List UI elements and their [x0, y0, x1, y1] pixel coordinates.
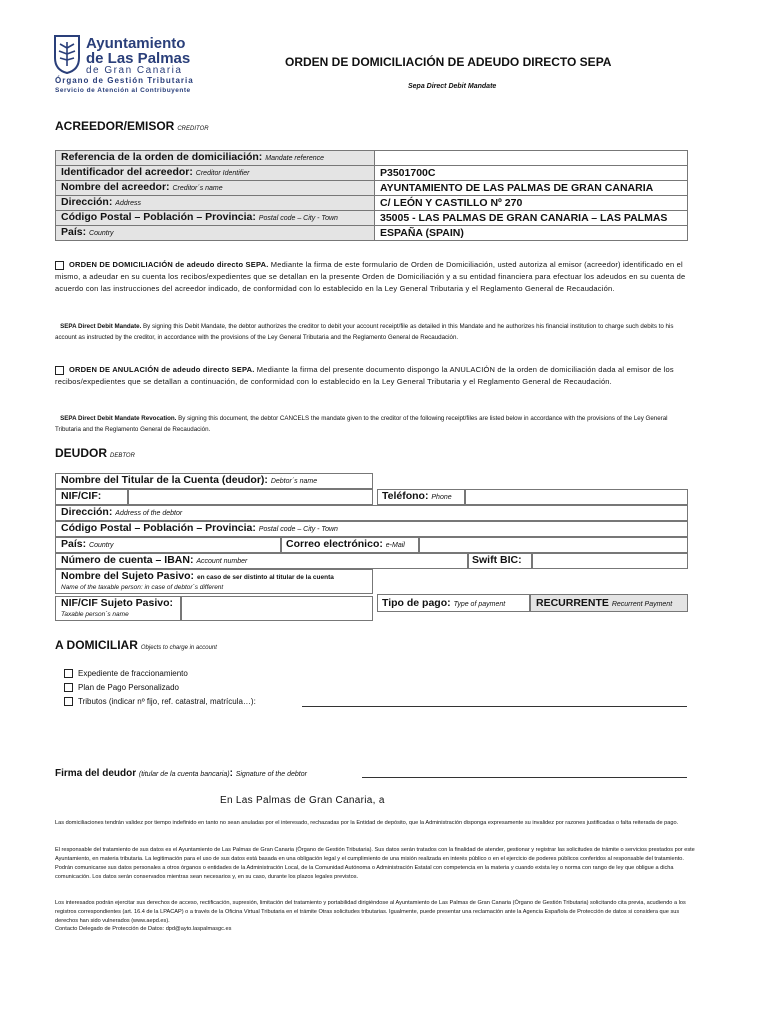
creditor-heading: [55, 119, 209, 133]
country-text: País:: [61, 538, 87, 550]
plan-pago-label: Plan de Pago Personalizado: [78, 683, 179, 692]
tributos-checkbox[interactable]: [64, 697, 73, 706]
brand-line-1: Ayuntamiento: [86, 35, 186, 52]
revocation-checkbox[interactable]: [55, 366, 64, 375]
signature-note: (titular de la cuenta bancaria): [138, 771, 230, 778]
taxable-nif-en: Taxable person´s name: [61, 611, 129, 618]
country-en: Country: [89, 542, 114, 549]
creditor-label-text: Nombre del acreedor:: [61, 181, 170, 193]
phone-input[interactable]: [465, 489, 688, 505]
iban-en: Account number: [196, 558, 248, 565]
address-text: Dirección:: [61, 506, 113, 518]
taxable-nif-input[interactable]: [181, 596, 373, 621]
mandate-en-title: SEPA Direct Debit Mandate.: [60, 323, 142, 330]
footer-dpo-contact: Contacto Delegado de Protección de Datos: dpd@ayto.laspalmasgc.es: [55, 926, 232, 932]
creditor-row-value: C/ LEÓN Y CASTILLO Nº 270: [375, 196, 688, 211]
payment-type-label: [382, 597, 505, 609]
creditor-label-text: Código Postal – Población – Provincia:: [61, 211, 256, 223]
creditor-row-value: [375, 151, 688, 166]
recurrent-label: [536, 597, 672, 609]
address-en: Address of the debtor: [115, 510, 183, 517]
brand-line-3: de Gran Canaria: [86, 65, 183, 76]
postal-text: Código Postal – Población – Provincia:: [61, 522, 256, 534]
item-fraccionamiento: [64, 669, 188, 678]
creditor-label-text: Identificador del acreedor:: [61, 166, 193, 178]
creditor-label-en: Postal code – City - Town: [258, 215, 338, 222]
revocation-text: Mediante la firma del presente documento dispongo la ANULACIÓN de la orden de domiciliación dada al emisor de los recibos/expedientes que se detallan a continuación, de conformidad con lo establecido en la Ley General Tributaria y el Reglamento General de Recaudación.: [55, 365, 674, 386]
payment-type-text: Tipo de pago:: [382, 597, 451, 609]
signature-line[interactable]: [362, 777, 687, 778]
revocation-en-title: SEPA Direct Debit Mandate Revocation.: [60, 415, 177, 422]
mandate-paragraph: [55, 259, 690, 295]
taxable-text: Nombre del Sujeto Pasivo:: [61, 570, 195, 582]
creditor-label-text: Dirección:: [61, 196, 113, 208]
payment-type-en: Type of payment: [453, 601, 506, 608]
domiciliar-heading-text: A DOMICILIAR: [55, 638, 138, 652]
domiciliar-heading-en: Objects to charge in account: [140, 645, 217, 651]
debtor-heading-en: DEBTOR: [110, 453, 135, 459]
recurrent-text: RECURRENTE: [536, 597, 609, 609]
signature-en: Signature of the debtor: [235, 771, 307, 778]
creditor-row: [56, 211, 688, 226]
swift-input[interactable]: [532, 553, 688, 569]
phone-en: Phone: [431, 494, 452, 501]
creditor-row: [56, 196, 688, 211]
creditor-row-label: [56, 151, 375, 166]
creditor-label-en: Mandate reference: [265, 155, 324, 162]
org-line: Órgano de Gestión Tributaria: [55, 76, 194, 85]
email-text: Correo electrónico:: [286, 538, 383, 550]
postal-label: [61, 522, 338, 534]
creditor-row-label: [56, 196, 375, 211]
creditor-label-en: Address: [115, 200, 141, 207]
country-label: [61, 538, 114, 550]
debtor-heading: [55, 446, 135, 460]
phone-label: [382, 490, 452, 502]
mandate-en-text: By signing this Debit Mandate, the debtor authorizes the creditor to debit your account receipt/file as detailed in this Mandate and he authorizes his financial institution to charge such debits to his account as instructed by the creditor, in accordance with the provisions of the Ley General Tributaria and the Reglamento General de Recaudación.: [55, 323, 674, 341]
nif-input[interactable]: [128, 489, 373, 505]
creditor-row-label: [56, 211, 375, 226]
page-title: ORDEN DE DOMICILIACIÓN DE ADEUDO DIRECTO SEPA: [285, 55, 612, 69]
creditor-heading-en: CREDITOR: [177, 126, 209, 132]
swift-label: Swift BIC:: [472, 554, 522, 566]
creditor-label-text: País:: [61, 226, 87, 238]
recurrent-en: Recurrent Payment: [611, 601, 673, 608]
creditor-row-value: ESPAÑA (SPAIN): [375, 226, 688, 241]
creditor-row-value: 35005 - LAS PALMAS DE GRAN CANARIA – LAS PALMAS: [375, 211, 688, 226]
mandate-en-paragraph: [55, 321, 690, 343]
creditor-heading-text: ACREEDOR/EMISOR: [55, 119, 175, 133]
revocation-en-paragraph: [55, 413, 690, 435]
item-plan-pago: [64, 683, 179, 692]
creditor-row-label: [56, 226, 375, 241]
phone-text: Teléfono:: [382, 490, 429, 502]
debtor-name-label: [61, 474, 317, 486]
signature-text: Firma del deudor: [55, 768, 137, 779]
creditor-label-en: Creditor´s name: [172, 185, 223, 192]
revocation-en-text: By signing this document, the debtor CANCELS the mandate given to the creditor of the following receipt/files are listed below in accordance with the provisions of the Ley General Tributaria and the Reglamento General de Recaudación.: [55, 415, 668, 433]
item-tributos: [64, 697, 256, 706]
fraccionamiento-checkbox[interactable]: [64, 669, 73, 678]
creditor-row-value: P3501700C: [375, 166, 688, 181]
creditor-label-en: Country: [89, 230, 114, 237]
page-subtitle: Sepa Direct Debit Mandate: [408, 83, 497, 90]
footer-validity-text: Las domiciliaciones tendrán validez por tiempo indefinido en tanto no sean anuladas por el interesado, rechazadas por la Entidad de depósito, que la Administración disponga expresamente su invalidez por razones justificadas o falta reiterada de pago.: [55, 820, 679, 826]
taxable-nif-label: NIF/CIF Sujeto Pasivo:: [61, 597, 174, 609]
footer-rights-text: Los interesados podrán ejercitar sus derechos de acceso, rectificación, supresión, limitación del tratamiento y portabilidad dirigiéndose al Ayuntamiento de Las Palmas de Gran Canaria (Órgano de Gestión Tributaria) solicitando cita previa, acudiendo a los registros correspondientes (art. 16.4 de la LPACAP) o a través de la Oficina Virtual Tributaria en el trámite Otras solicitudes tributarias. Igualmente, puede presentar una reclamación ante la Agencia Española de Protección de datos si considera que sus derechos han sido vulnerados (www.aepd.es).: [55, 900, 686, 924]
revocation-paragraph: [55, 364, 690, 388]
service-line: Servicio de Atención al Contribuyente: [55, 87, 191, 94]
debtor-heading-text: DEUDOR: [55, 446, 108, 460]
creditor-label-text: Referencia de la orden de domiciliación:: [61, 151, 263, 163]
nif-label: NIF/CIF:: [61, 490, 102, 502]
signature-place: En Las Palmas de Gran Canaria, a: [220, 795, 385, 806]
domiciliar-heading: [55, 638, 217, 652]
iban-label: [61, 554, 247, 566]
creditor-row: [56, 181, 688, 196]
revocation-title: ORDEN DE ANULACIÓN de adeudo directo SEPA.: [69, 365, 255, 374]
fraccionamiento-label: Expediente de fraccionamiento: [78, 669, 188, 678]
tributos-label: Tributos (indicar nº fijo, ref. catastral, matrícula…):: [78, 697, 256, 706]
taxable-note: en caso de ser distinto al titular de la cuenta: [196, 574, 334, 581]
mandate-title: ORDEN DE DOMICILIACIÓN de adeudo directo SEPA.: [69, 260, 269, 269]
signature-label: Firma del deudor (titular de la cuenta bancaria): Signature of the debtor: [55, 768, 307, 779]
creditor-row-value: AYUNTAMIENTO DE LAS PALMAS DE GRAN CANARIA: [375, 181, 688, 196]
debtor-name-text: Nombre del Titular de la Cuenta (deudor):: [61, 474, 268, 486]
email-en: e-Mail: [385, 542, 405, 549]
creditor-row: [56, 166, 688, 181]
email-label: [286, 538, 405, 550]
creditor-row-label: [56, 166, 375, 181]
postal-en: Postal code – City - Town: [258, 526, 338, 533]
taxable-name-label: [61, 570, 334, 582]
mandate-text: Mediante la firma de este formulario de Orden de Domiciliación, usted autoriza al emisor (acreedor) identificado en el mismo, a adeudar en su cuenta los recibos/expedientes que se detallan en la presente Orden de Domiciliación y a su entidad financiera para efectuar los adeudos en su cuenta de acuerdo con las instrucciones del acreedor indicado, de conformidad con lo establecido en la Ley General Tributaria y el Reglamento General de Recaudación.: [55, 260, 686, 293]
creditor-row: [56, 151, 688, 166]
debtor-name-en: Debtor´s name: [270, 478, 318, 485]
mandate-checkbox[interactable]: [55, 261, 64, 270]
plan-pago-checkbox[interactable]: [64, 683, 73, 692]
address-label: [61, 506, 182, 518]
iban-text: Número de cuenta – IBAN:: [61, 554, 194, 566]
tributos-input-line[interactable]: [302, 706, 687, 707]
taxable-en: Name of the taxable person: in case of debtor´s different: [61, 584, 224, 591]
city-logo-icon: [52, 34, 82, 74]
brand-line-2: de Las Palmas: [86, 50, 191, 67]
email-input[interactable]: [419, 537, 688, 553]
footer-privacy-text: El responsable del tratamiento de sus datos es el Ayuntamiento de Las Palmas de Gran Canaria (Órgano de Gestión Tributaria). Sus datos serán tratados con la finalidad de atender, gestionar y registrar las solicitudes de trámite o servicios prestados por este Ayuntamiento, en materia tributaria. La legitimación para el uso de sus datos está basada en una obligación legal y el cumplimiento de una misión realizada en interés público o en el ejercicio de poderes públicos conferidos al responsable del tratamiento. Podrán comunicarse sus datos personales a otros órganos o entidades de la Administración Local, de la Comunidad Autónoma o Administración Estatal con competencia en la materia y cuando exista ley o norma con rango de ley que obligue a dicha comunicación. Los datos serán conservados mientras sean necesarios y, en su caso, durante los plazos legales previstos.: [55, 847, 695, 880]
creditor-row: [56, 226, 688, 241]
creditor-label-en: Creditor Identifier: [195, 170, 250, 177]
creditor-row-label: [56, 181, 375, 196]
creditor-table: [55, 150, 688, 241]
